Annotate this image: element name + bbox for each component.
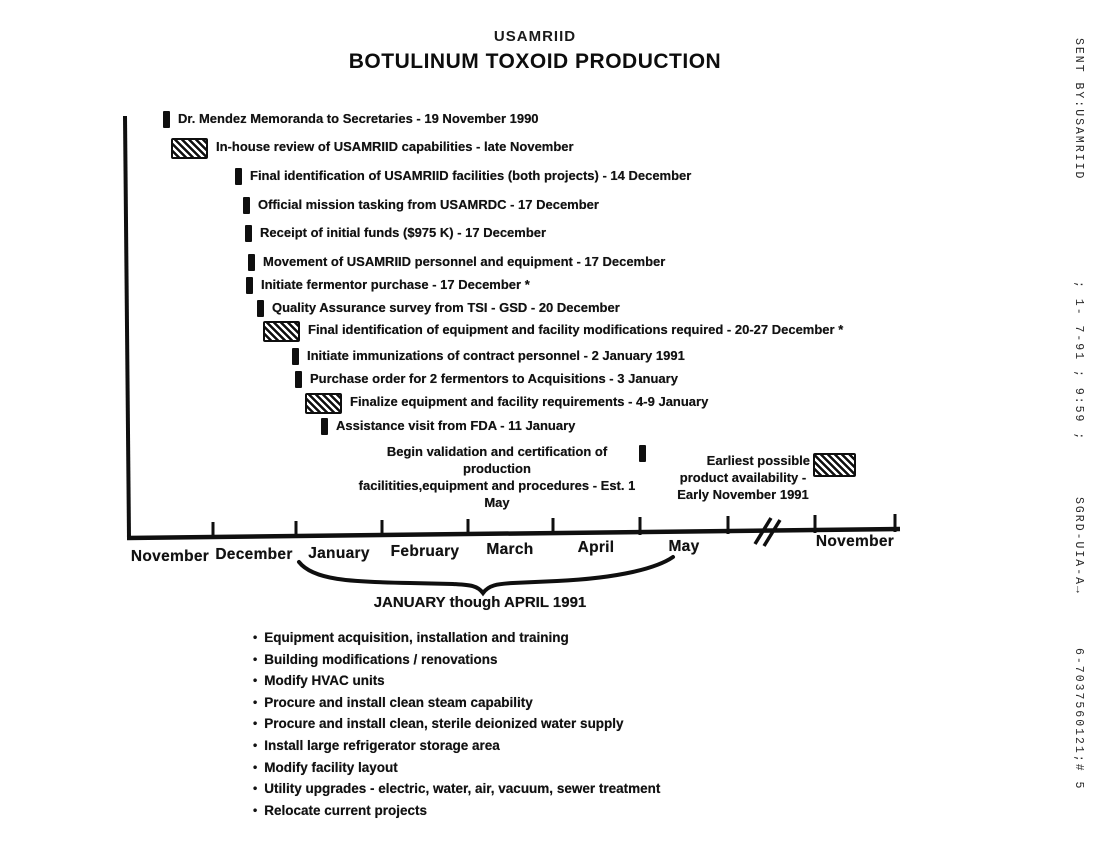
availability-note-line2: product availability - — [679, 470, 807, 485]
milestone-label: Final identification of equipment and facility modifications required - 20-27 December * — [308, 322, 844, 337]
fax-id-number: 6-7037560121;# 5 — [1072, 648, 1085, 791]
milestone-row — [263, 321, 843, 342]
milestone-row — [257, 299, 620, 317]
axis-month-label: March — [486, 541, 534, 558]
range-brace — [295, 554, 679, 598]
milestone-label: In-house review of USAMRIID capabilities - late November — [216, 139, 574, 154]
availability-note-line3: Early November 1991 — [677, 487, 809, 502]
summary-bullet: • Procure and install clean steam capability — [253, 695, 533, 710]
milestone-label: Receipt of initial funds ($975 K) - 17 December — [260, 225, 547, 240]
availability-note — [676, 452, 810, 503]
axis-month-label: November — [815, 533, 895, 550]
summary-bullet: • Procure and install clean, sterile deionized water supply — [253, 716, 624, 731]
milestone-row — [243, 196, 599, 214]
milestone-label: Purchase order for 2 fermentors to Acquisitions - 3 January — [310, 371, 678, 386]
axis-month-label: February — [390, 543, 460, 560]
milestone-label: Finalize equipment and facility requirements - 4-9 January — [350, 394, 709, 409]
milestone-row — [248, 253, 665, 271]
title-block — [0, 28, 1070, 74]
milestone-row — [305, 393, 708, 414]
availability-note-line1: Earliest possible — [706, 453, 810, 468]
hatched-period-icon — [813, 453, 856, 477]
org-title: USAMRIID — [493, 28, 577, 45]
milestone-bar-icon — [235, 168, 242, 185]
fax-date-time: ; 1- 7-91 ; 9:59 ; — [1072, 281, 1085, 442]
milestone-bar-icon — [257, 300, 264, 317]
milestone-bar-icon — [295, 371, 302, 388]
axis-month-label: November — [130, 548, 210, 565]
milestone-row — [295, 370, 678, 388]
milestone-label: Assistance visit from FDA - 11 January — [336, 418, 576, 433]
milestone-bar-icon — [248, 254, 255, 271]
milestone-bar-icon — [639, 445, 646, 462]
milestone-bar-icon — [243, 197, 250, 214]
fax-sent-by: SENT BY:USAMRIID — [1072, 38, 1085, 181]
milestone-row — [163, 110, 539, 128]
summary-bullet: • Install large refrigerator storage area — [253, 738, 500, 753]
brace-label: JANUARY though APRIL 1991 — [373, 594, 587, 611]
milestone-label: Initiate immunizations of contract personnel - 2 January 1991 — [307, 348, 685, 363]
summary-bullet: • Modify HVAC units — [253, 673, 385, 688]
milestone-row — [171, 138, 574, 159]
milestone-label: Dr. Mendez Memoranda to Secretaries - 19 November 1990 — [178, 111, 539, 126]
milestone-bar-icon — [163, 111, 170, 128]
summary-bullet: • Building modifications / renovations — [253, 652, 497, 667]
hatched-period-icon — [171, 138, 208, 159]
milestone-row — [245, 224, 546, 242]
milestone-bar-icon — [246, 277, 253, 294]
axis-month-label: April — [577, 539, 615, 556]
milestone-row — [235, 167, 691, 185]
milestone-label: Quality Assurance survey from TSI - GSD - 20 December — [272, 300, 620, 315]
milestone-label: Final identification of USAMRIID facilities (both projects) - 14 December — [250, 168, 692, 183]
milestone-row — [292, 347, 685, 365]
milestone-bar-icon — [292, 348, 299, 365]
axis-month-label: December — [215, 546, 293, 563]
summary-bullet: • Equipment acquisition, installation and training — [253, 630, 569, 645]
validation-note-line1: Begin validation and certification of production — [386, 444, 608, 476]
milestone-label: Official mission tasking from USAMRDC - 17 December — [258, 197, 599, 212]
fax-office-symbol: SGRD-UIA-A→ — [1072, 497, 1085, 595]
validation-note — [352, 443, 642, 511]
summary-bullet: • Utility upgrades - electric, water, air, vacuum, sewer treatment — [253, 781, 660, 796]
hatched-period-icon — [263, 321, 300, 342]
milestone-bar-icon — [245, 225, 252, 242]
summary-bullet: • Modify facility layout — [253, 760, 398, 775]
summary-bullet: • Relocate current projects — [253, 803, 427, 818]
validation-note-line2: facilitities,equipment and procedures - Est. 1 May — [358, 478, 636, 510]
milestone-row — [246, 276, 530, 294]
milestone-row — [321, 417, 575, 435]
axis-month-label: May — [668, 538, 700, 555]
axis-month-label: January — [308, 545, 370, 562]
milestone-label: Initiate fermentor purchase - 17 December * — [261, 277, 530, 292]
milestone-bar-icon — [321, 418, 328, 435]
page-title: BOTULINUM TOXOID PRODUCTION — [348, 50, 722, 73]
milestone-label: Movement of USAMRIID personnel and equipment - 17 December — [263, 254, 666, 269]
hatched-period-icon — [305, 393, 342, 414]
